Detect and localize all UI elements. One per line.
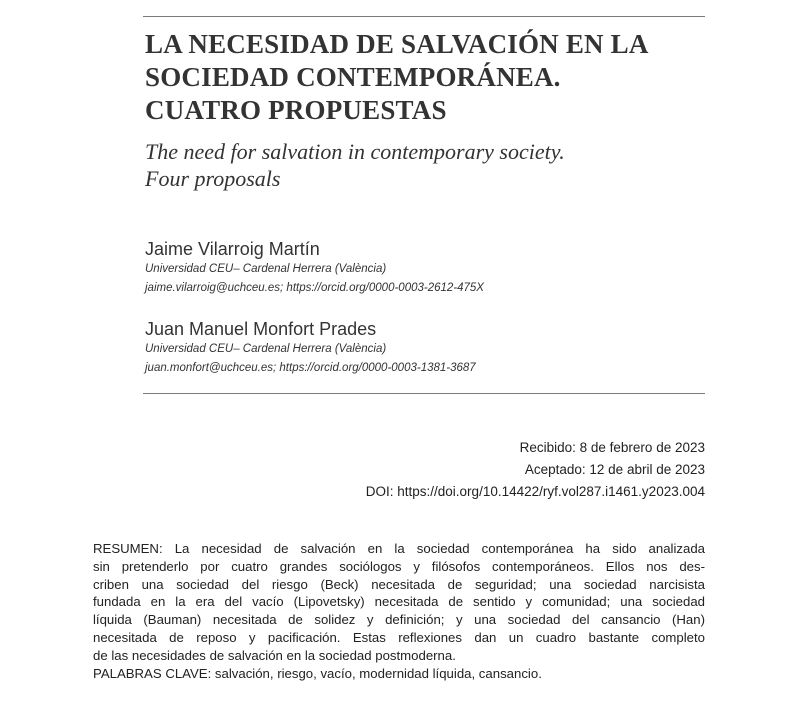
author-block-1 [145,238,705,298]
author-name: Juan Manuel Monfort Prades [145,319,377,339]
abstract-line: RESUMEN: La necesidad de salvación en la sociedad contemporánea ha sido analizada [93,541,705,556]
author-contact[interactable]: jaime.vilarroig@uchceu.es; https://orcid.org/0000-0003-2612-475X [145,282,484,294]
title-line: SOCIEDAD CONTEMPORÁNEA. [145,62,561,92]
article-title [145,28,705,127]
author-affiliation: Universidad CEU– Cardenal Herrera (València) [145,263,387,275]
accepted-date: Aceptado: 12 de abril de 2023 [524,462,705,477]
abstract [93,540,705,682]
abstract-line: líquida (Bauman) necesitada de solidez y definición; y una sociedad del cansancio (Han) [93,612,705,628]
abstract-line: sin pretenderlo por cuatro grandes sociólogos y filósofos contemporáneos. Ellos nos des- [93,558,705,574]
author-block-2 [145,318,705,378]
article-subtitle-english [145,138,705,192]
title-line: CUATRO PROPUESTAS [145,95,447,125]
keywords: PALABRAS CLAVE: salvación, riesgo, vacío, modernidad líquida, cansancio. [93,665,542,681]
authors-rule [143,393,705,394]
author-name: Jaime Vilarroig Martín [145,239,320,259]
abstract-line: necesitada de reposo y pacificación. Estas reflexiones dan un cuadro bastante completo [93,629,705,645]
received-date: Recibido: 8 de febrero de 2023 [519,440,705,455]
abstract-line: fundada en la era del vacío (Lipovetsky) necesitada de sentido y comunidad; una sociedad [93,594,705,610]
top-rule [143,16,705,17]
author-affiliation: Universidad CEU– Cardenal Herrera (València) [145,343,387,355]
abstract-line: criben una sociedad del riesgo (Beck) necesitada de seguridad; una sociedad narcisista [93,576,705,592]
publication-dates [366,437,705,503]
abstract-line: de las necesidades de salvación en la sociedad postmoderna. [93,647,456,663]
subtitle-line: The need for salvation in contemporary society. [145,139,565,164]
author-contact[interactable]: juan.monfort@uchceu.es; https://orcid.org/0000-0003-1381-3687 [145,362,476,374]
doi-link[interactable]: DOI: https://doi.org/10.14422/ryf.vol287.i1461.y2023.004 [365,484,705,499]
title-line: LA NECESIDAD DE SALVACIÓN EN LA [145,29,649,59]
subtitle-line: Four proposals [145,166,281,191]
